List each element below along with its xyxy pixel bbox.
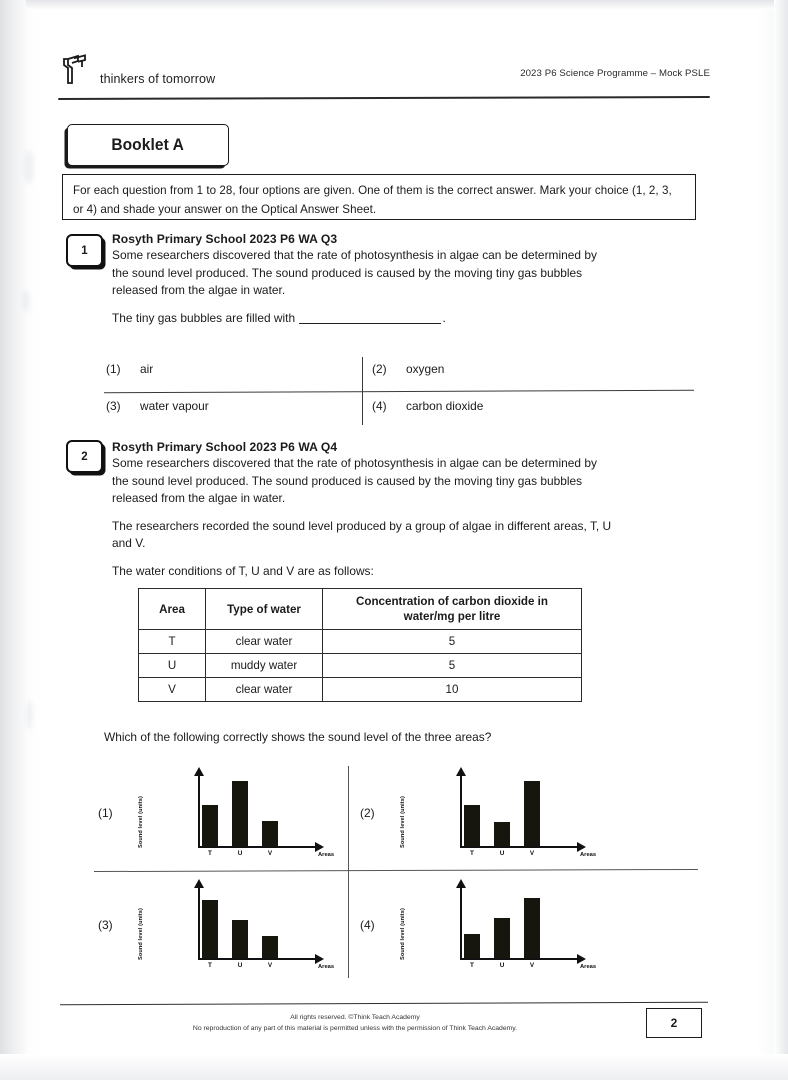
bar-T [464, 934, 480, 957]
bars-group [464, 774, 572, 846]
question-2-paragraph-1: Some researchers discovered that the rate of photosynthesis in algae can be determined by the sound level produced. The sound produced is caused by the moving tiny gas bubbles released from the algae in water. [112, 456, 597, 506]
x-axis-label: Areas [580, 852, 597, 858]
option-1-number: (1) [106, 362, 121, 376]
chart-option-1-number: (1) [98, 806, 113, 820]
question-1-options [104, 355, 700, 425]
y-axis [460, 774, 462, 848]
x-axis [198, 958, 316, 960]
x-axis [198, 846, 316, 848]
tick-T: T [470, 962, 474, 969]
bar-T [464, 805, 480, 846]
chart-option-2-number: (2) [360, 806, 375, 820]
y-axis-label: Sound level (units) [400, 796, 406, 848]
cell-type: muddy water [206, 654, 323, 678]
instructions-box [62, 174, 696, 220]
footer-copyright [60, 1012, 650, 1034]
page-number: 2 [670, 1016, 678, 1030]
question-2-body [112, 440, 614, 581]
tick-V: V [529, 962, 535, 969]
footer-line-1: All rights reserved. ©Think Teach Academy [290, 1014, 420, 1021]
y-axis-label: Sound level (units) [400, 908, 406, 960]
tick-U: U [499, 962, 505, 969]
bar-V [262, 936, 278, 958]
cell-type: clear water [206, 630, 323, 654]
bar-U [494, 822, 510, 845]
option-2[interactable] [372, 362, 444, 376]
tick-U: U [237, 962, 243, 969]
cell-area: T [139, 630, 206, 654]
bar-chart-option-2 [400, 766, 600, 864]
y-axis [198, 886, 200, 960]
cell-type: clear water [206, 678, 323, 702]
instructions-text: For each question from 1 to 28, four options are given. One of them is the correct answer. Mark your choice (1, 2, 3, or 4) and shade your answer on the Optical Answer Sheet. [73, 184, 672, 216]
question-1-stem-text: The tiny gas bubbles are filled with [112, 310, 296, 325]
tick-T: T [208, 962, 212, 969]
water-conditions-table [138, 588, 582, 702]
question-2-paragraph-3: The water conditions of T, U and V are as follows: [112, 563, 374, 578]
bar-T [202, 805, 218, 846]
bar-chart-option-1 [138, 766, 338, 864]
cell-concentration: 5 [323, 654, 582, 678]
page-number-box [646, 1008, 702, 1038]
brand-tagline: thinkers of tomorrow [100, 72, 216, 86]
table-header-area: Area [139, 589, 206, 630]
bar-U [232, 920, 248, 958]
table-row [139, 630, 582, 654]
y-axis [198, 774, 200, 848]
tick-V: V [529, 850, 535, 857]
footer-line-2: No reproduction of any part of this material is permitted unless with the permission of Think Teach Academy. [192, 1025, 518, 1032]
footer-divider [60, 1002, 708, 1006]
bar-U [494, 918, 510, 958]
question-1-paragraph: Some researchers discovered that the rate of photosynthesis in algae can be determined by the sound level produced. The sound produced is caused by the moving tiny gas bubbles released from the algae in water. [112, 248, 597, 298]
question-1-stem-period: . [442, 310, 446, 325]
answer-blank [299, 323, 441, 324]
option-3[interactable] [106, 399, 209, 413]
cell-concentration: 10 [323, 678, 582, 702]
question-1-stem [112, 310, 612, 328]
think-teach-logo-icon [60, 52, 96, 88]
question-1-title: Rosyth Primary School 2023 P6 WA Q3 [112, 232, 338, 246]
question-2-paragraph-2: The researchers recorded the sound level produced by a group of algae in different areas, T, U and V. [112, 518, 612, 551]
x-axis-label: Areas [318, 964, 335, 970]
tick-V: V [267, 962, 273, 969]
chart-option-1[interactable] [96, 762, 346, 868]
option-2-label: oxygen [406, 362, 445, 376]
chart-option-4-number: (4) [360, 918, 375, 932]
table-header-concentration: Concentration of carbon dioxide in water/mg per litre [323, 589, 582, 630]
table-header-type: Type of water [206, 589, 323, 630]
x-tick-labels [202, 962, 310, 972]
question-2-prompt: Which of the following correctly shows the sound level of the three areas? [104, 730, 492, 744]
x-tick-labels [202, 850, 310, 860]
cell-concentration: 5 [323, 630, 582, 654]
y-axis [460, 886, 462, 960]
tick-T: T [470, 850, 474, 857]
chart-options-horizontal-divider [94, 869, 698, 872]
x-axis-label: Areas [318, 852, 335, 858]
tick-U: U [499, 850, 505, 857]
question-2-title: Rosyth Primary School 2023 P6 WA Q4 [112, 440, 338, 454]
option-3-number: (3) [106, 399, 121, 413]
cell-area: U [139, 654, 206, 678]
bar-chart-option-4 [400, 878, 600, 976]
option-4-label: carbon dioxide [406, 399, 484, 413]
bar-V [262, 821, 278, 845]
cell-area: V [139, 678, 206, 702]
x-axis [460, 846, 578, 848]
bars-group [202, 886, 310, 958]
bar-chart-option-3 [138, 878, 338, 976]
header-programme-title: 2023 P6 Science Programme – Mock PSLE [520, 68, 710, 79]
x-axis-label: Areas [580, 964, 597, 970]
question-number-2: 2 [66, 440, 103, 473]
options-horizontal-divider [104, 390, 694, 394]
table-header-row [139, 589, 582, 630]
booklet-label: Booklet A [111, 135, 185, 154]
tick-V: V [267, 850, 273, 857]
option-3-label: water vapour [140, 399, 209, 413]
y-axis-label: Sound level (units) [138, 796, 144, 848]
bar-T [202, 900, 218, 958]
bars-group [202, 774, 310, 846]
chart-option-2[interactable] [358, 762, 608, 868]
booklet-badge [67, 124, 229, 166]
option-4-number: (4) [372, 399, 387, 413]
table-row [139, 678, 582, 702]
x-axis [460, 958, 578, 960]
option-4[interactable] [372, 399, 483, 413]
y-axis-label: Sound level (units) [138, 908, 144, 960]
bar-V [524, 781, 540, 846]
chart-options-vertical-divider [348, 766, 349, 978]
page-header [58, 56, 710, 100]
x-tick-labels [464, 962, 572, 972]
question-1-body [112, 232, 612, 327]
chart-option-4[interactable] [358, 874, 608, 980]
bar-V [524, 898, 540, 957]
tick-U: U [237, 850, 243, 857]
option-1-label: air [140, 362, 154, 376]
x-tick-labels [464, 850, 572, 860]
question-number-1: 1 [66, 234, 103, 267]
question-2-chart-options [96, 762, 700, 980]
table-row [139, 654, 582, 678]
option-1[interactable] [106, 362, 153, 376]
tick-T: T [208, 850, 212, 857]
chart-option-3[interactable] [96, 874, 346, 980]
bars-group [464, 886, 572, 958]
bar-U [232, 781, 248, 846]
option-2-number: (2) [372, 362, 387, 376]
chart-option-3-number: (3) [98, 918, 113, 932]
